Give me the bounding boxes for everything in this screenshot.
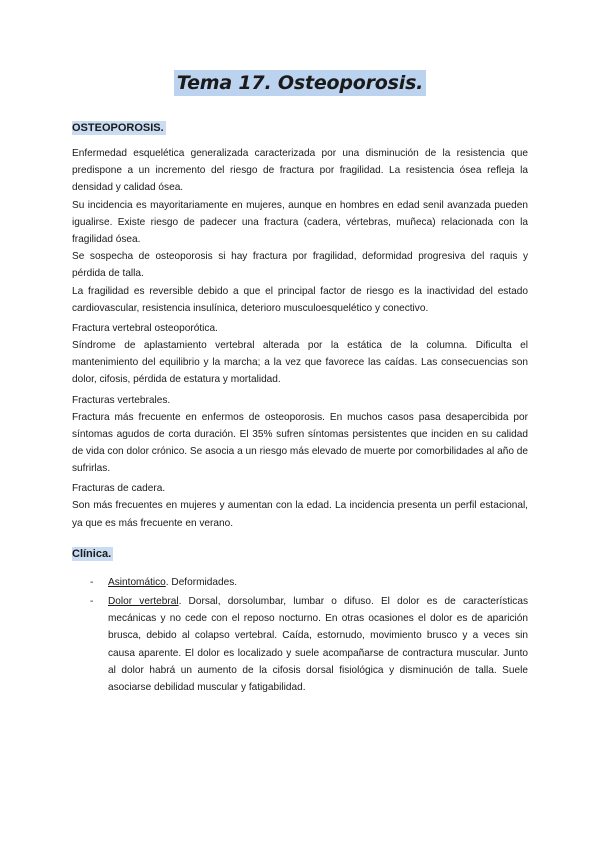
- subsection-vertebral-osteoporotic: [72, 320, 528, 389]
- clinica-list: [72, 574, 528, 696]
- subsection-text: Síndrome de aplastamiento vertebral alterada por la estática de la columna. Dificulta el mantenimiento del equilibrio y la marcha; a la vez que favorece las caídas. Las consecuencias son dolor, cifosis, pérdida de estatura y mortalidad.: [72, 340, 528, 386]
- section-heading-osteoporosis: OSTEOPOROSIS.: [72, 122, 164, 134]
- section-heading-clinica: Clínica.: [72, 547, 112, 560]
- subsection-hip-fractures: [72, 480, 528, 531]
- list-item-text: . Dorsal, dorsolumbar, lumbar o difuso. El dolor es de características mecánicas y no cede con el reposo nocturno. En otras ocasiones el dolor es de aparición brusca, debido al colapso vertebral. Caída, estornudo, movimiento brusco y a veces sin causa aparente. El dolor es localizado y suele acompañarse de contractura muscular. Junto al dolor habrá un aumento de la cifosis dorsal fisiológica y disminución de talla. Suele asociarse debilidad muscular y fatigabilidad.: [108, 596, 529, 694]
- paragraph-suspicion: Se sospecha de osteoporosis si hay fractura por fragilidad, deformidad progresiva del raquis y pérdida de talla.: [72, 251, 528, 280]
- subsection-heading: Fractura vertebral osteoporótica.: [72, 323, 218, 335]
- list-item-text: . Deformidades.: [165, 576, 238, 588]
- page-title: Tema 17. Osteoporosis.: [174, 70, 426, 96]
- list-item: [90, 574, 528, 591]
- list-item: [90, 593, 528, 696]
- section-osteoporosis: [72, 118, 528, 317]
- paragraph-definition: Enfermedad esquelética generalizada caracterizada por una disminución de la resistencia que predispone a un incremento del riesgo de fractura por fragilidad. La resistencia ósea refleja la densidad y calidad ósea.: [72, 148, 528, 194]
- subsection-text: Son más frecuentes en mujeres y aumentan con la edad. La incidencia presenta un perfil estacional, ya que es más frecuente en verano.: [72, 500, 528, 529]
- list-dash: -: [90, 596, 94, 608]
- paragraph-incidence: Su incidencia es mayoritariamente en mujeres, aunque en hombres en edad senil avanzada pueden igualirse. Existe riesgo de padecer una fractura (cadera, vértebras, muñeca) relacionada con la fragilidad ósea.: [72, 199, 528, 246]
- paragraph-fragility: La fragilidad es reversible debido a que el principal factor de riesgo es la inactividad del estado cardiovascular, resistencia insulínica, deterioro musculoesquelético y conectivo.: [72, 285, 528, 314]
- subsection-vertebral-fractures: [72, 392, 528, 478]
- list-dash: -: [90, 576, 94, 588]
- subsection-text: Fractura más frecuente en enfermos de osteoporosis. En muchos casos pasa desapercibida por síntomas agudos de corta duración. El 35% sufren síntomas persistentes que inciden en su calidad de vida con dolor crónico. Se asocia a un riesgo más elevado de muerte por comorbilidades al año de sufrirlas.: [72, 411, 528, 475]
- list-item-term: Dolor vertebral: [108, 596, 179, 608]
- title-wrap: [72, 70, 528, 96]
- section-clinica: [72, 532, 528, 696]
- list-item-term: Asintomático: [108, 576, 166, 588]
- subsection-heading: Fracturas de cadera.: [72, 483, 166, 495]
- subsection-heading: Fracturas vertebrales.: [72, 394, 171, 406]
